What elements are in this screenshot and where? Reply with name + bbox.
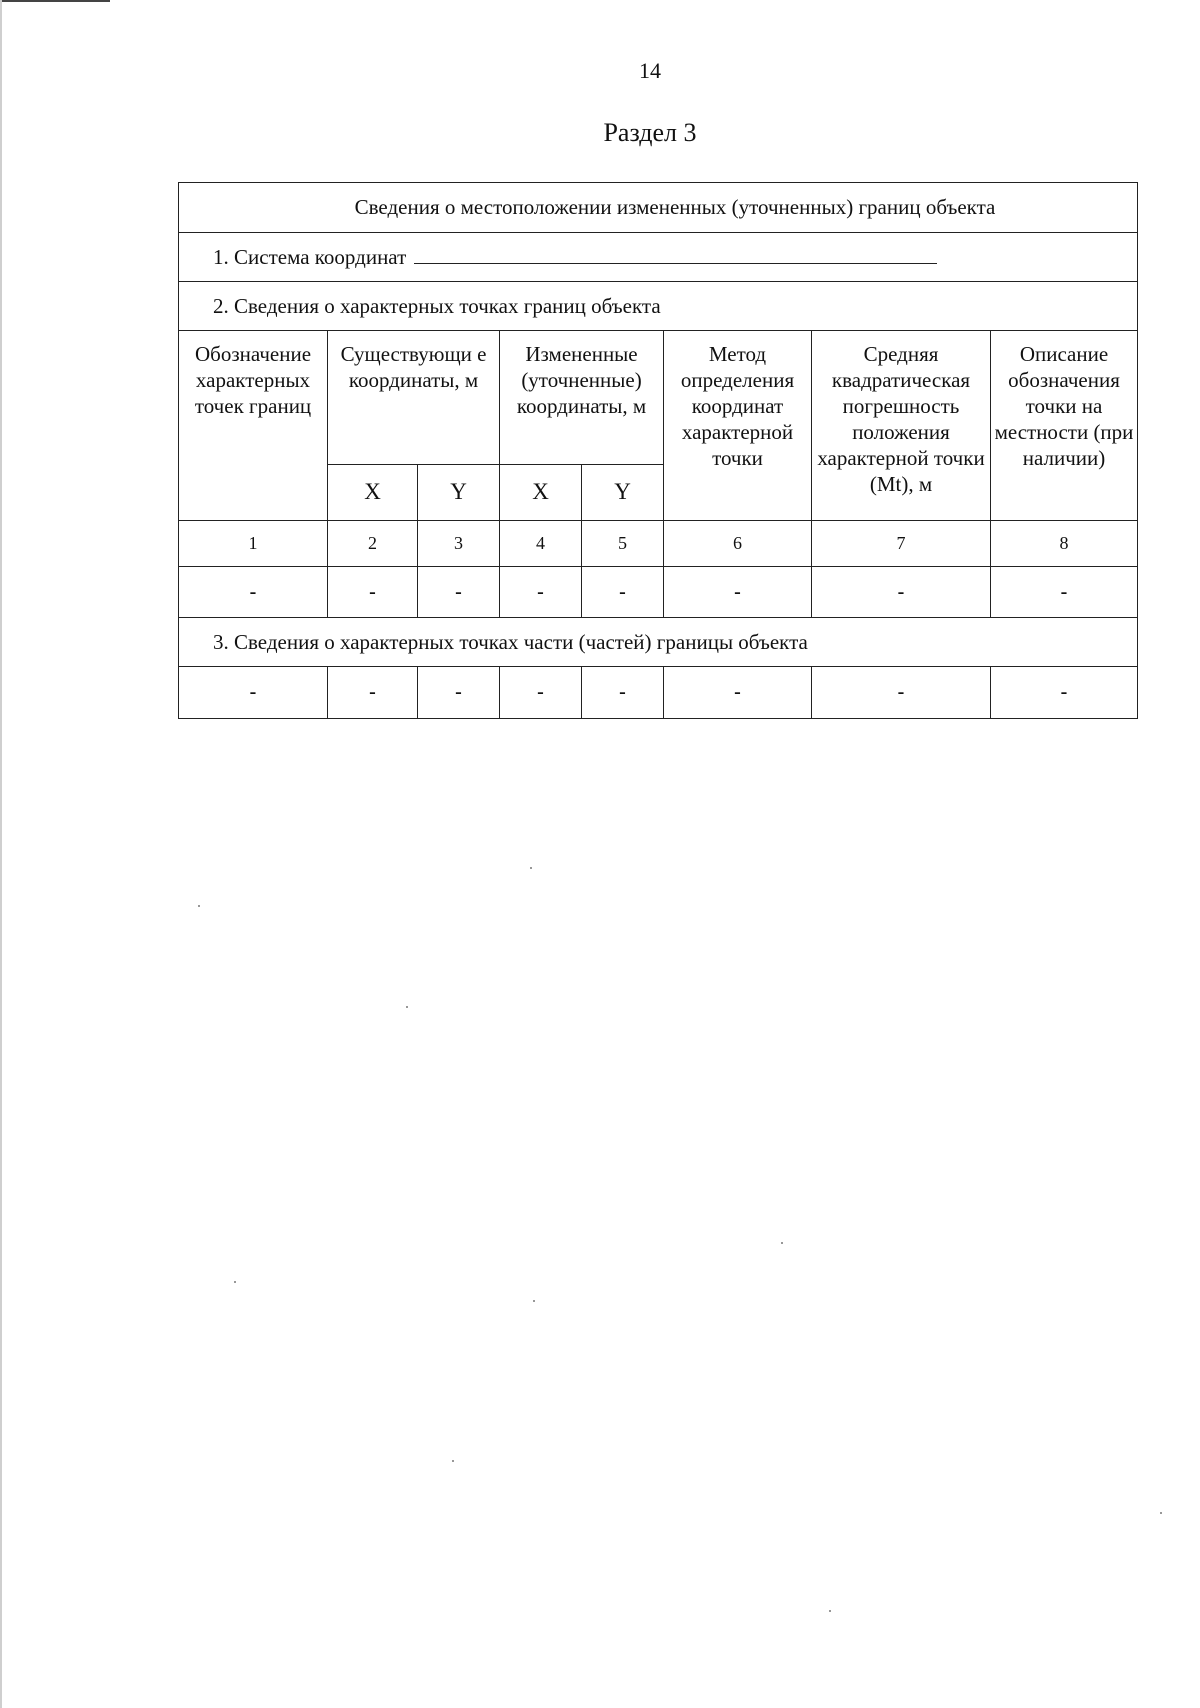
coordinate-system-label: 1. Система координат [213, 245, 407, 270]
section3-label: 3. Сведения о характерных точках части (частей) границы объекта [179, 618, 1138, 667]
table-cell: - [500, 567, 582, 618]
scan-edge-top [0, 0, 110, 2]
column-number: 6 [664, 521, 812, 567]
header-changed-coordinates: Измененные (уточненные) координаты, м [500, 331, 664, 465]
header-designation: Обозначение характерных точек границ [179, 331, 328, 521]
coordinate-system-row [179, 233, 1138, 282]
scan-speck [452, 1460, 454, 1462]
table-cell: - [812, 567, 991, 618]
table-cell: - [328, 667, 418, 719]
scan-speck [198, 905, 200, 907]
column-number: 1 [179, 521, 328, 567]
header-description: Описание обозначения точки на местности (при наличии) [991, 331, 1138, 521]
section3-data-row [179, 667, 1138, 719]
coordinate-system-blank-line [414, 243, 937, 264]
table-cell: - [418, 567, 500, 618]
scan-speck [781, 1242, 783, 1244]
table-cell: - [991, 567, 1138, 618]
section2-label: 2. Сведения о характерных точках границ объекта [179, 282, 1138, 331]
header-changed-x: X [500, 465, 582, 521]
header-existing-x: X [328, 465, 418, 521]
table-cell: - [179, 667, 328, 719]
table-cell: - [500, 667, 582, 719]
section-title: Раздел 3 [603, 118, 697, 147]
scan-edge-left [0, 0, 2, 1708]
header-mean-error: Средняя квадратическая погрешность положения характерной точки (Mt), м [812, 331, 991, 521]
header-changed-y: Y [582, 465, 664, 521]
header-existing-coordinates: Существующи е координаты, м [328, 331, 500, 465]
scan-speck [533, 1300, 535, 1302]
table-cell: - [328, 567, 418, 618]
table-caption: Сведения о местоположении измененных (уточненных) границ объекта [179, 183, 1138, 233]
column-numbers-row [179, 521, 1138, 567]
header-existing-y: Y [418, 465, 500, 521]
boundary-points-table [178, 182, 1138, 719]
column-number: 2 [328, 521, 418, 567]
scan-speck [406, 1006, 408, 1008]
section2-data-row [179, 567, 1138, 618]
table-cell: - [812, 667, 991, 719]
page-number: 14 [639, 58, 661, 83]
table-cell: - [418, 667, 500, 719]
scan-speck [234, 1281, 236, 1283]
table-cell: - [582, 667, 664, 719]
scan-speck [530, 867, 532, 869]
table-cell: - [179, 567, 328, 618]
table-cell: - [582, 567, 664, 618]
table-cell: - [664, 667, 812, 719]
table-cell: - [991, 667, 1138, 719]
column-number: 5 [582, 521, 664, 567]
header-method: Метод определения координат характерной точки [664, 331, 812, 521]
column-number: 8 [991, 521, 1138, 567]
table-cell: - [664, 567, 812, 618]
column-number: 4 [500, 521, 582, 567]
scan-speck [1160, 1512, 1162, 1514]
column-number: 3 [418, 521, 500, 567]
scan-speck [829, 1610, 831, 1612]
column-number: 7 [812, 521, 991, 567]
